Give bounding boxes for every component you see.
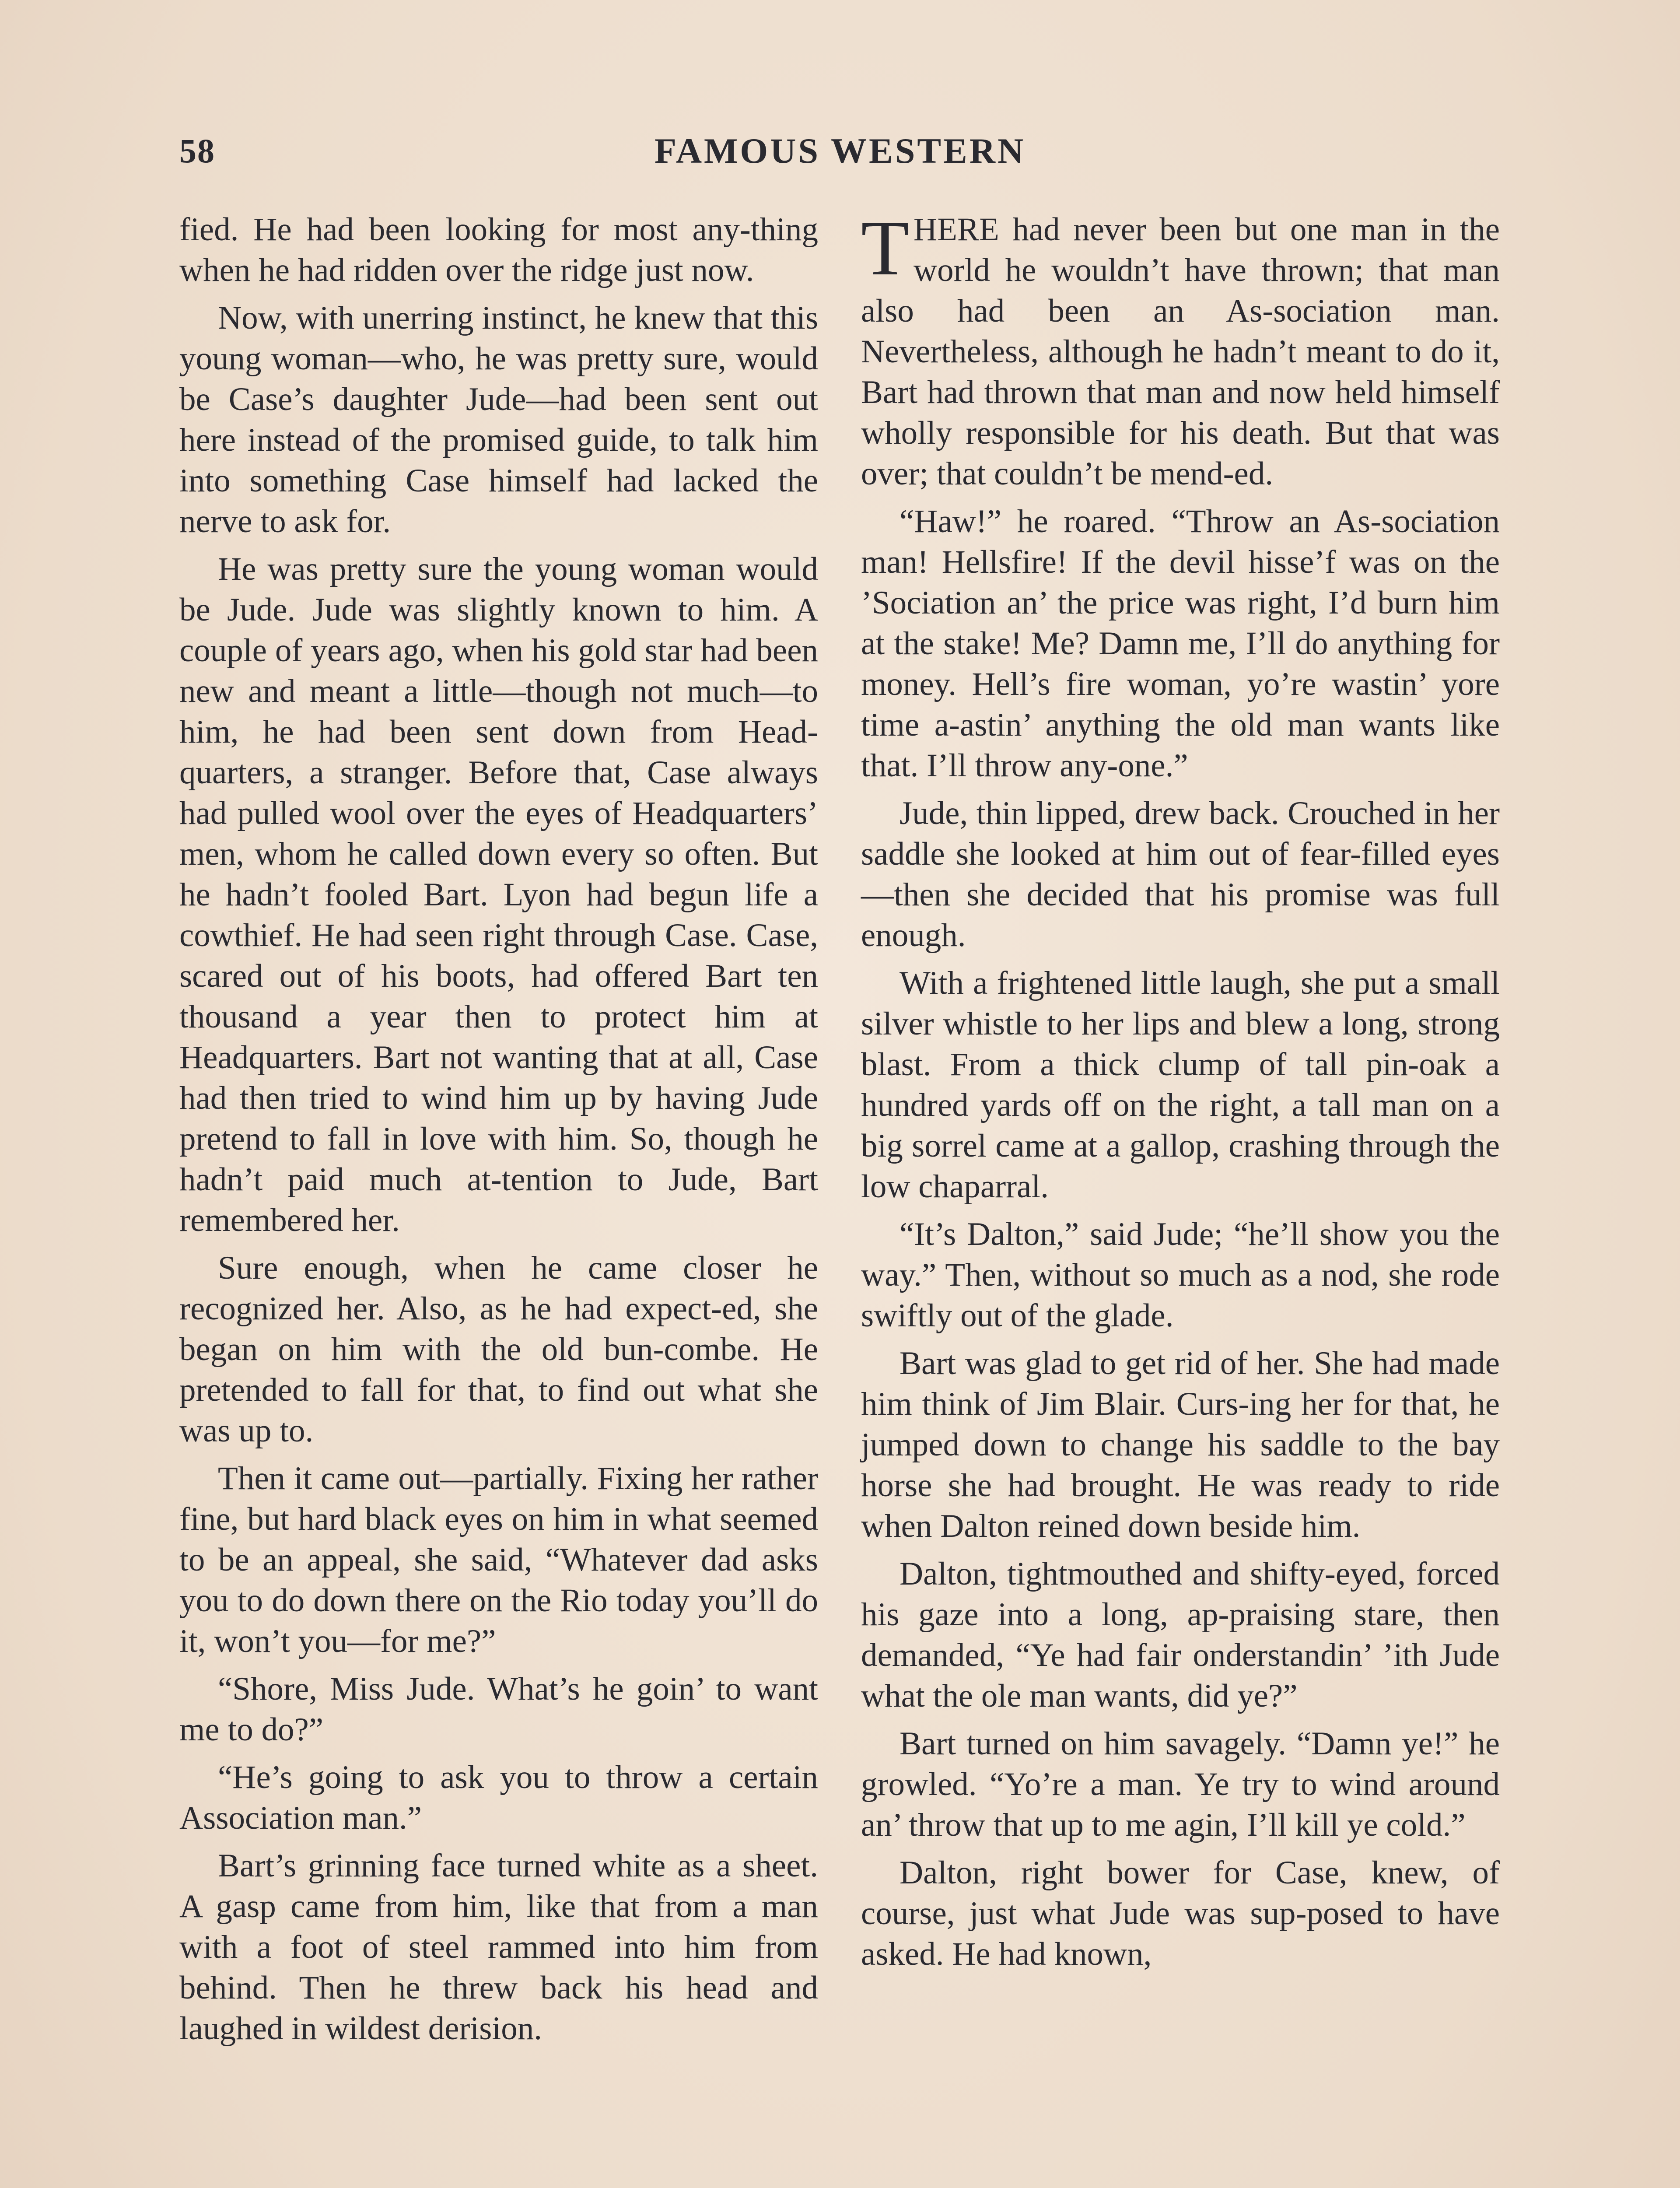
paragraph: Bart turned on him savagely. “Damn ye!” he growled. “Yo’re a man. Ye try to wind around an’ throw that up to me agin, I’ll kill ye cold.”: [861, 1725, 1500, 1843]
paragraph: Jude, thin lipped, drew back. Crouched in her saddle she looked at him out of fear-filled eyes—then she decided that his promise was full enough.: [861, 795, 1500, 954]
paragraph: Now, with unerring instinct, he knew that this young woman—who, he was pretty sure, would be Case’s daughter Jude—had been sent out here instead of the promised guide, to talk him into something Case himself had lacked the nerve to ask for.: [179, 300, 819, 540]
paragraph: He was pretty sure the young woman would be Jude. Jude was slightly known to him. A couple of years ago, when his gold star had been new and meant a little—though not much—to him, he had been sent down from Head-quarters, a stranger. Before that, Case always had pulled wool over the eyes of Headquarters’ men, whom he called down every so often. But he hadn’t fooled Bart. Lyon had begun life a cowthief. He had seen right through Case. Case, scared out of his boots, had offered Bart ten thousand a year then to protect him at Headquarters. Bart not wanting that at all, Case had then tried to wind him up by having Jude pretend to fall in love with him. So, though he hadn’t paid much at-tention to Jude, Bart remembered her.: [179, 551, 818, 1238]
paragraph: With a frightened little laugh, she put a small silver whistle to her lips and blew a long, strong blast. From a thick clump of tall pin-oak a hundred yards off on the right, a tall man on a big sorrel came at a gallop, crashing through the low chaparral.: [861, 965, 1500, 1205]
paragraph: Dalton, right bower for Case, knew, of course, just what Jude was sup-posed to have asked. He had known,: [861, 1855, 1500, 1972]
opening-paragraph: [861, 204, 1500, 494]
page-header: [179, 127, 1501, 175]
left-column: [179, 209, 818, 2056]
right-column: [861, 204, 1500, 1981]
paragraph: “Shore, Miss Jude. What’s he goin’ to want me to do?”: [179, 1671, 818, 1748]
paragraph: Bart’s grinning face turned white as a sheet. A gasp came from him, like that from a man with a foot of steel rammed into him from behind. Then he threw back his head and laughed in wildest derision.: [179, 1848, 818, 2047]
paragraph: fied. He had been looking for most any-thing when he had ridden over the ridge just now.: [179, 211, 818, 288]
paragraph: Sure enough, when he came closer he recognized her. Also, as he had expect-ed, she began on him with the old bun-combe. He pretended to fall for that, to find out what she was up to.: [179, 1250, 818, 1449]
running-title: FAMOUS WESTERN: [654, 131, 1026, 171]
paragraph: “He’s going to ask you to throw a certain Association man.”: [179, 1759, 818, 1836]
opening-paragraph-text: HERE had never been but one man in the world he wouldn’t have thrown; that man also had been an As-sociation man. Nevertheless, although he hadn’t meant to do it, Bart had thrown that man and now held himself wholly responsible for his death. But that was over; that couldn’t be mend-ed.: [861, 211, 1500, 492]
page-number: 58: [179, 132, 215, 170]
paragraph: Dalton, tightmouthed and shifty-eyed, forced his gaze into a long, ap-praising stare, then demanded, “Ye had fair onderstandin’ ’ith Jude what the ole man wants, did ye?”: [861, 1556, 1500, 1714]
paragraph: “It’s Dalton,” said Jude; “he’ll show you the way.” Then, without so much as a nod, she rode swiftly out of the glade.: [861, 1216, 1500, 1334]
drop-cap: T: [861, 204, 909, 291]
paragraph: Bart was glad to get rid of her. She had made him think of Jim Blair. Curs-ing her for that, he jumped down to change his saddle to the bay horse she had brought. He was ready to ride when Dalton reined down beside him.: [861, 1345, 1500, 1544]
paragraph: Then it came out—partially. Fixing her rather fine, but hard black eyes on him in what seemed to be an appeal, she said, “Whatever dad asks you to do down there on the Rio today you’ll do it, won’t you—for me?”: [179, 1460, 818, 1659]
paragraph: “Haw!” he roared. “Throw an As-sociation man! Hellsfire! If the devil hisse’f was on the ’Sociation an’ the price was right, I’d burn him at the stake! Me? Damn me, I’ll do anything for money. Hell’s fire woman, yo’re wastin’ yore time a-astin’ anything the old man wants like that. I’ll throw any-one.”: [861, 503, 1500, 784]
